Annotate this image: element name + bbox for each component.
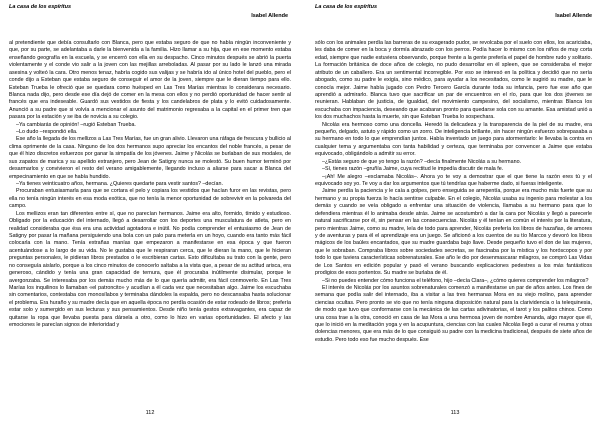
paragraph: –¿Estás seguro de que yo tengo la razón? –decía finalmente Nicolás a su hermano. bbox=[322, 158, 522, 165]
paragraph: Los mellizos eran tan diferentes entre sí, que no parecían hermanos. Jaime era alto, formido, tímido y estudioso. Obligado por la educación del internado, llegó a desarrollar con los deportes una musculatura de atleta, pero en realidad consideraba que ésa era una actividad agotadora e inútil. No podía comprender el entusiasmo de Jean de Satigny por pasar la mañana persiguiendo una bola con un palo para meterla en un hoyo, cuando era tanto más fácil colocarla con la mano. Tenía extrañas manías que empezaron a manifestarse en esa época y que fueron acentuándose a lo largo de su vida. No le gustaba que le respiraran cerca, que le dieran la mano, que le hicieran preguntas personales, le pidieran libros prestados o le escribieran cartas. Esto dificultaba su trato con la gente, pero no conseguía aislarlo, porque a los cinco minutos de conocerlo saltaba a la vista que, a pesar de su actitud arisca, era generoso, cándido y tenía una gran capacidad de ternura, que él procuraba inútilmente disimular, porque le avergonzaba. Se interesaba por los demás mucho más de lo que quería admitir, era fácil conmoverlo. En Las Tres Marías los inquilinos lo llamaban «el patroncito» y acudían a él cada vez que necesitaban algo. Jaime los escuchaba sin comentarios, contestaba con monosílabos y terminaba dándoles la espalda, pero no descansaba hasta solucionar el problema. Era huraño y su madre decía que en aquella época no perdía ocasión de estar rodeado de libros; prefería estar solo y sumergido en sus lecturas y sus pensamientos. Desde niño tenía gestos extravagantes, era capaz de quitarse la ropa que llevaba puesta para dársela a otro, como lo hizo en varias oportunidades. El afecto y las emociones le parecían signos de inferioridad y bbox=[9, 210, 291, 329]
paragraph: –Sí, tienes razón –gruñía Jaime, cuya rectitud le impedía discutir de mala fe. bbox=[322, 166, 504, 173]
body-text bbox=[315, 40, 592, 408]
running-title: La casa de los espíritus bbox=[315, 4, 378, 10]
running-title: La casa de los espíritus bbox=[9, 4, 72, 10]
paragraph: –Ya tienes veinticuatro años, hermana. ¿Quieres quedarte para vestir santos? –decían. bbox=[16, 181, 223, 188]
paragraph: –Lo dudo –respondió ella. bbox=[16, 129, 78, 136]
page-number: 113 bbox=[450, 410, 460, 416]
author-name: Isabel Allende bbox=[555, 13, 592, 19]
paragraph: sólo con los animales perdía las barreras de su exagerado pudor, se revolcaba por el suelo con ellos, los acariciaba, les daba de comer en la boca y dormía abrazado con los perros. Podía hacer lo mismo con los niños de muy corta edad, siempre que nadie estuviera observando, porque frente a la gente prefería el papel de hombre rudo y solitario. La formación británica de doce años de colegio, no pudo desarrollar en él spleen, que se consideraba el mejor atributo de un caballero. Era un sentimental incorregible. Por eso se interesó en la política y decidió que no sería abogado, como su padre le exigía, sino médico, para ayudar a los necesitados, como le sugirió su madre, que le conocía mejor. Jaime había jugado con Pedro Tercero García durante toda su infancia, pero fue ese año que aprendió a admirarlo. Blanca tuvo que sacrificar un par de encuentros en el río, para que los dos jóvenes se reunieran. Hablaban de justicia, de igualdad, del movimiento campesino, del socialismo, mientras Blanca los escuchaba con impaciencia, deseando que acabaran pronto para quedarse sola con su amante. Esa amistad unió a los dos muchachos hasta la muerte, sin que Esteban Trueba lo sospechara. bbox=[315, 40, 592, 121]
page-number: 112 bbox=[145, 410, 155, 416]
paragraph: Jaime perdía la paciencia y le caía a golpes, pero enseguida se arrepentía, porque era mucho más fuerte que su hermano y su propia fuerza lo hacía sentirse culpable. En el colegio, Nicolás usaba su ingenio para molestar a los demás y cuando se veía obligado a enfrentar una situación de violencia, llamaba a su hermano para que lo defendiera mientras él lo animaba desde atrás. Jaime se acostumbró a dar la cara por Nicolás y llegó a parecerle natural sacrificarse por él, sin pensar en las consecuencias. Nicolás y él tenían en común el interés por la literatura, pero mientras Jaime, como su madre, leía de todo para aprender, Nicolás prefería los libros de hazañas, de amores y de aventuras y para él el aprendizaje era un juego. Se aficionó a los cuentos de su tío Marcos y devoró los libros mágicos de los baúles encantados, que su madre guardaba bajo llave. Desde pequeño tuvo el don de las mujeres, que le sobraban. Compraba libros sobre sociedades secretas, se fascinaba por la mística y los horóscopos y por todo lo que tuviera características sobrenaturales. Ese año le dio por desenmascarar milagros, se compró Las Vidas de Los Santos en edición popular y pasó el verano buscando explicaciones pedestres a los más fantásticos prodigios de esos portentos. Su madre se burlaba de él. bbox=[315, 188, 592, 277]
body-text bbox=[9, 40, 291, 408]
paragraph: Ese año la llegada de los mellizos a Las Tres Marías, fue un gran alivio. Llevaron una ráfaga de frescura y bullicio al clima oprimente de la casa. Ninguno de los dos hermanos supo apreciar los encantos del noble francés, a pesar de que él hizo discretos esfuerzos por ganar la simpatía de los jóvenes. Jaime y Nicolás se burlaban de sus modales, de sus zapatos de marica y su apellido extranjero, pero Jean de Satigny nunca se molestó. Su buen humor terminó por desarmarlos y convivieron el resto del verano amigablemente, llegando incluso a aliarse para sacar a Blanca del empecinamiento en que se había hundido. bbox=[9, 136, 291, 180]
paragraph: El interés de Nicolás por los asuntos sobrenaturales comenzó a manifestarse un par de años antes. Los fines de semana que podía salir del internado, iba a visitar a las tres hermanas Mora en su viejo molino, para aprender ciencias ocultas. Pero pronto se vio que no tenía ninguna disposición natural para la clarividencia o la telequinesia, de modo que tuvo que conformarse con la mecánica de las cartas adivinatorias, el tarot y los palitos chinos. Como una cosa trae a la otra, conoció en casa de las Mora a una hermosa joven de nombre Amanda, algo mayor que él, que lo inició en la meditación yoga y en la acupuntura, ciencias con las cuales Nicolás llegó a curar el reuma y otras dolencias menores, que era más de lo que consiguió su padre con la medicina tradicional, después de siete años de estudio. Pero todo eso fue mucho después. Ese bbox=[315, 284, 592, 343]
paragraph: –¡Ah! Me alegro –exclamaba Nicolás–. Ahora yo te voy a demostrar que el que tiene la razón eres tú y el equivocado soy yo. Te voy a dar los argumentos que tú tendrías que haberme dado, si fueras inteligente. bbox=[315, 173, 592, 188]
author-name: Isabel Allende bbox=[251, 13, 288, 19]
paragraph: –Si no puedes entender cómo funciona el teléfono, hijo –decía Clara–, ¿cómo quieres comprender los milagros? bbox=[322, 277, 589, 284]
paragraph: Procuraban entusiasmarla para que se cortara el pelo y copiara los vestidos que hacían furor en las revistas, pero ella no tenía ningún interés en esa moda exótica, que no tenía la menor oportunidad de sobrevivir en la polvareda del campo. bbox=[9, 188, 291, 210]
paragraph: Nicolás era hermoso como una doncella. Heredó la delicadeza y la transparencia de la piel de su madre, era pequeño, delgado, astuto y rápido como un zorro. De inteligencia brillante, sin hacer ningún esfuerzo sobrepasaba a su hermano en todo lo que emprendían juntos. Había inventado un juego para atormentarlo: le llevaba la contra en cualquier tema y argumentaba con tanta habilidad y certeza, que terminaba por convencer a Jaime que estaba equivocado, obligándolo a admitir su error. bbox=[315, 121, 592, 158]
paragraph: al pretendiente que debía consultarlo con Blanca, pero que estaba seguro de que no había ningún inconveniente y que, por su parte, se adelantaba a darle la bienvenida a la familia. Hizo llamar a su hija, que en ese momento estaba enseñando geografía en la escuela, y se encerró con ella en su despacho. Cinco minutos después se abrió la puerta violentamente y el conde vio salir a la joven con las mejillas arreboladas. Al pasar por su lado le lanzó una mirada asesina y volteó la cara. Otro menos tenaz, habría cogido sus valijas y se habría ido al único hotel del pueblo, pero el conde dijo a Esteban que estaba seguro de conseguir el amor de la joven, siempre que le dieran tiempo para ello. Esteban Trueba le ofreció que se quedara como huésped en Las Tres Marías mientras lo considerara necesario. Blanca nada dijo, pero desde ese día dejó de comer en la mesa con ellos y no perdió oportunidad de hacer sentir al francés que era indeseable. Guardó sus vestidos de fiesta y los candelabros de plata y lo evitó cuidadosamente. Anunció a su padre que si volvía a mencionar el asunto del matrimonio regresaba a la capital en el primer tren que pasara por la estación y se iba de novicia a su colegio. bbox=[9, 40, 291, 121]
paragraph: –Ya cambiarás de opinión! –rugió Esteban Trueba. bbox=[16, 121, 136, 128]
right-page bbox=[300, 0, 600, 424]
